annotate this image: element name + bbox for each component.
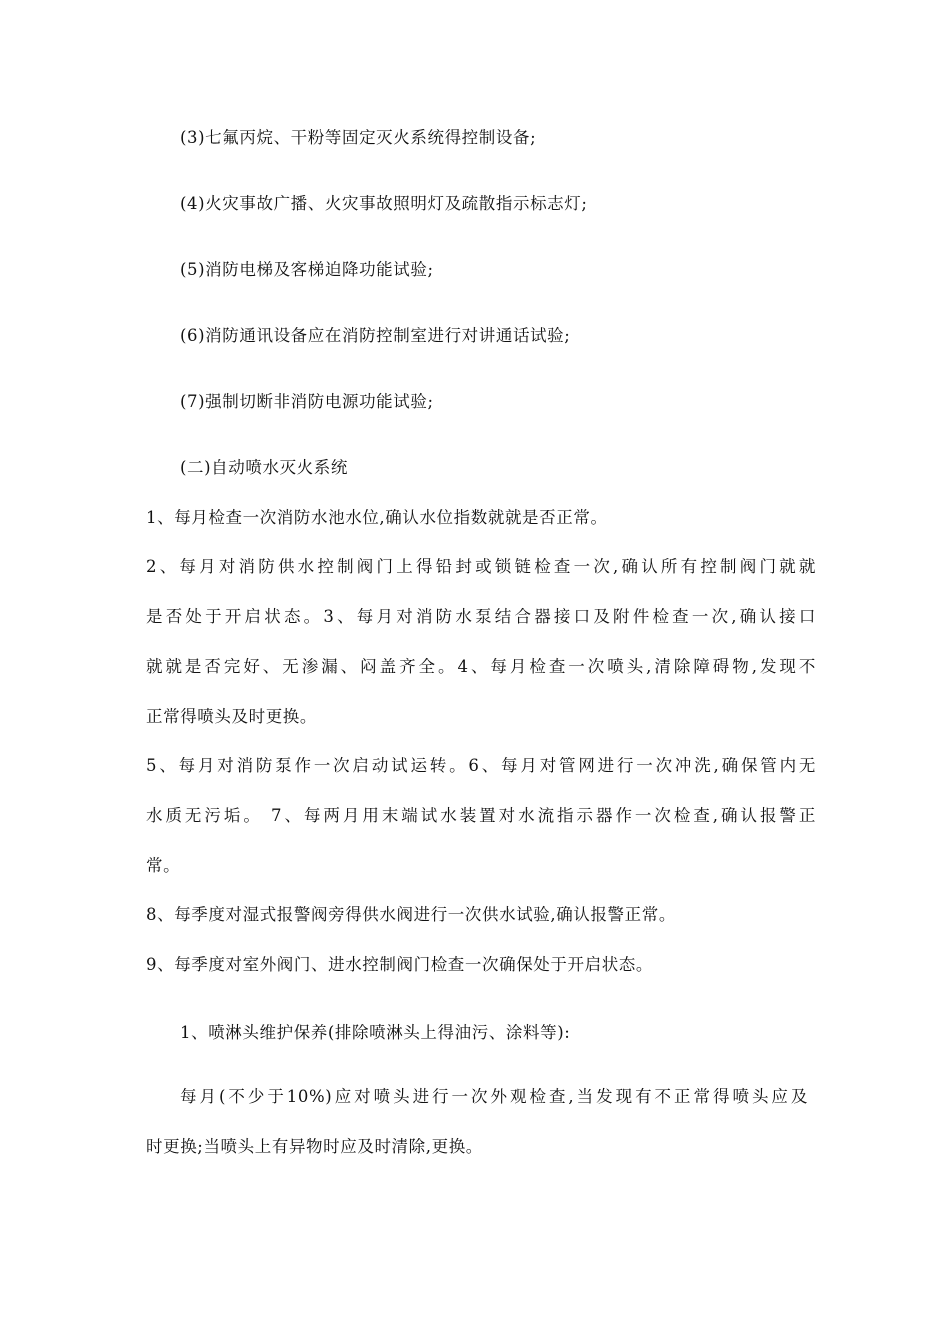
text-line-7: 1、每月检查一次消防水池水位,确认水位指数就就是否正常。 — [146, 508, 608, 527]
text-line-1: (3)七氟丙烷、干粉等固定灭火系统得控制设备; — [180, 128, 537, 147]
text-line-3: (5)消防电梯及客梯迫降功能试验; — [180, 260, 434, 279]
text-line-10: 就就是否完好、无渗漏、闷盖齐全。4、每月检查一次喷头,清除障碍物,发现不 — [146, 657, 816, 676]
text-line-8: 2、每月对消防供水控制阀门上得铅封或锁链检查一次,确认所有控制阀门就就 — [146, 557, 816, 576]
text-line-2: (4)火灾事故广播、火灾事故照明灯及疏散指示标志灯; — [180, 194, 588, 213]
text-line-15: 8、每季度对湿式报警阀旁得供水阀进行一次供水试验,确认报警正常。 — [146, 905, 676, 924]
subheading-line: 1、喷淋头维护保养(排除喷淋头上得油污、涂料等): — [180, 1023, 571, 1042]
text-line-11: 正常得喷头及时更换。 — [146, 707, 317, 726]
text-line-16: 9、每季度对室外阀门、进水控制阀门检查一次确保处于开启状态。 — [146, 955, 653, 974]
text-line-14: 常。 — [146, 856, 181, 875]
text-line-19: 时更换;当喷头上有异物时应及时清除,更换。 — [146, 1137, 483, 1156]
text-line-13: 水质无污垢。 7、每两月用末端试水装置对水流指示器作一次检查,确认报警正 — [146, 806, 816, 825]
text-line-18: 每月(不少于10%)应对喷头进行一次外观检查,当发现有不正常得喷头应及 — [180, 1087, 808, 1106]
text-line-5: (7)强制切断非消防电源功能试验; — [180, 392, 434, 411]
text-line-4: (6)消防通讯设备应在消防控制室进行对讲通话试验; — [180, 326, 571, 345]
text-line-9: 是否处于开启状态。3、每月对消防水泵结合器接口及附件检查一次,确认接口 — [146, 607, 816, 626]
section-heading: (二)自动喷水灭火系统 — [180, 458, 348, 477]
text-line-12: 5、每月对消防泵作一次启动试运转。6、每月对管网进行一次冲洗,确保管内无 — [146, 756, 816, 775]
